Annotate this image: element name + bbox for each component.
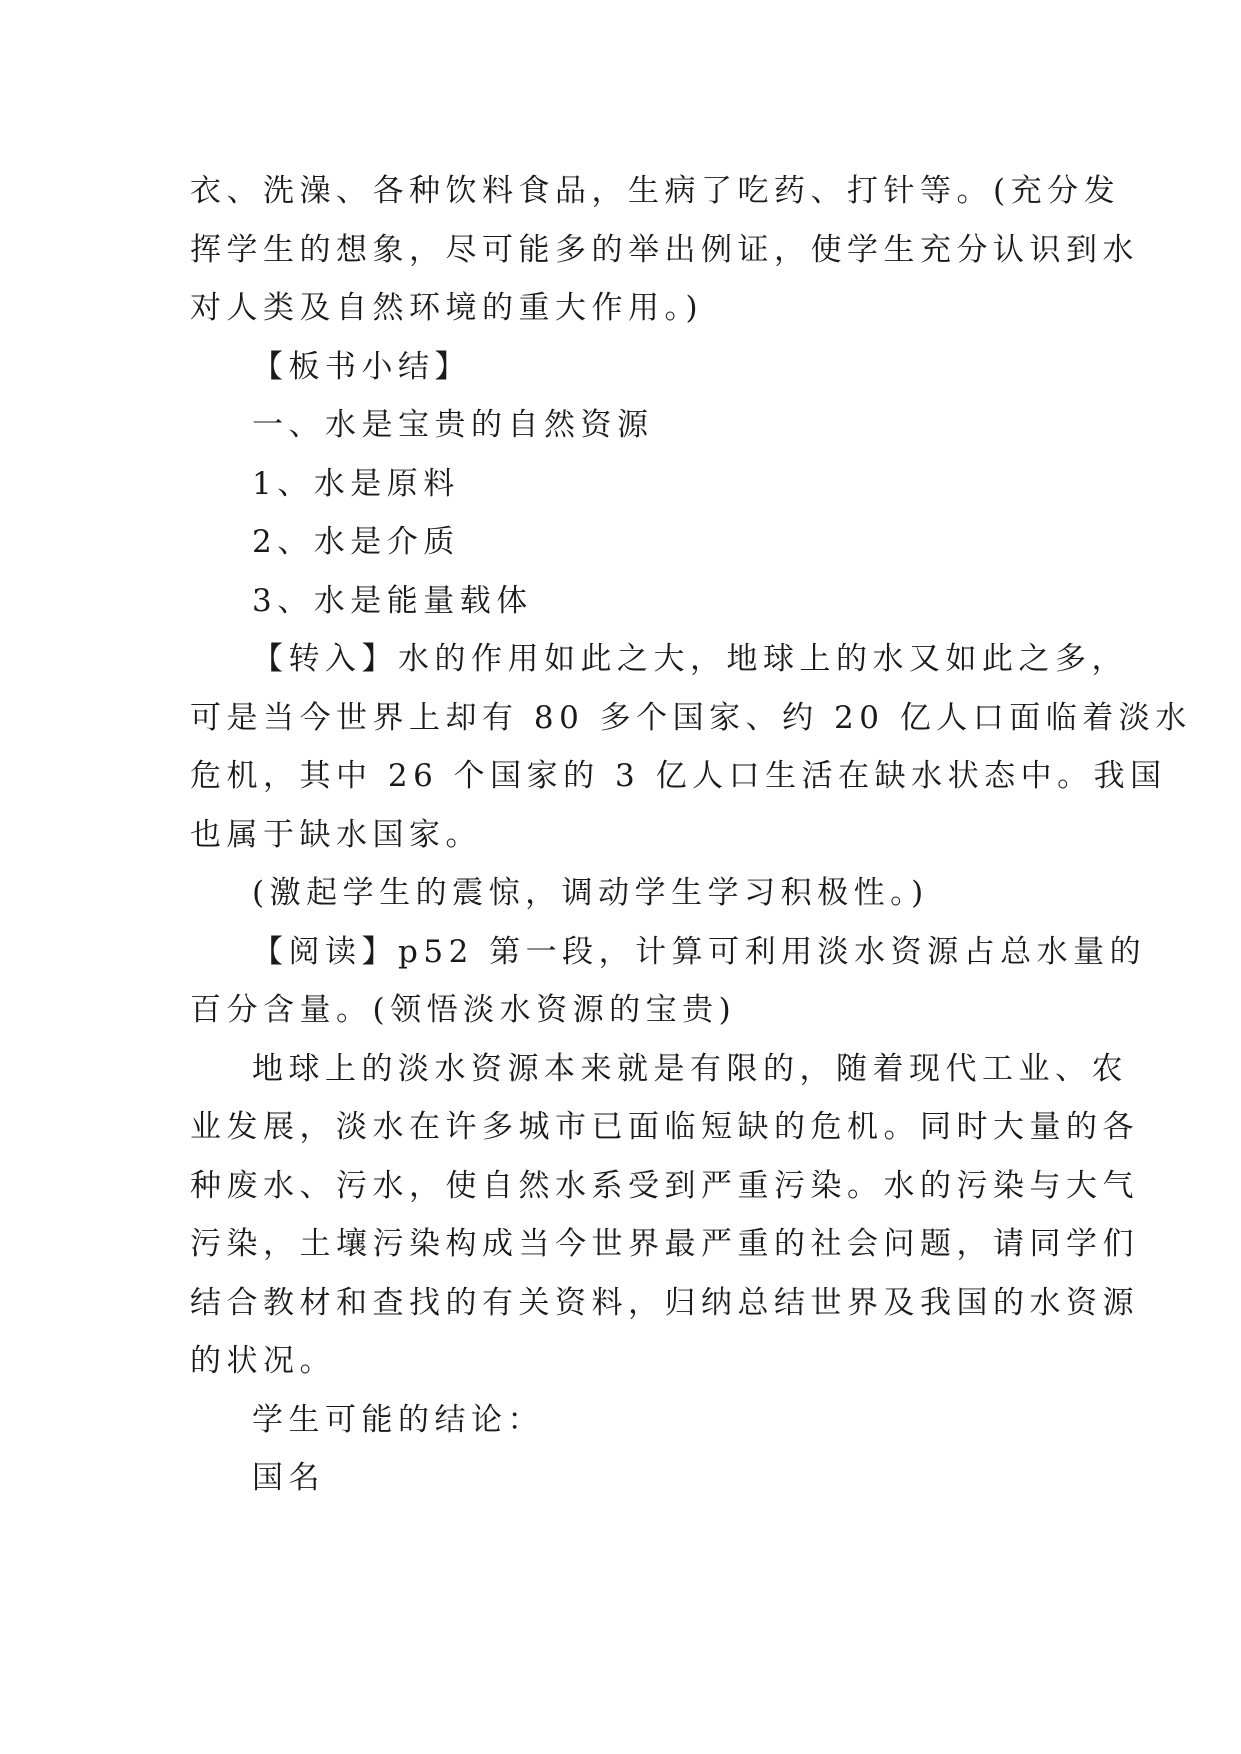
section-heading: 【板书小结】 xyxy=(252,348,471,385)
paragraph-line: 【阅读】p52 第一段，计算可利用淡水资源占总水量的 xyxy=(252,933,1147,970)
paragraph-line: 挥学生的想象，尽可能多的举出例证，使学生充分认识到水 xyxy=(190,231,1139,268)
outline-item: 1、水是原料 xyxy=(252,465,460,502)
table-header-label: 国名 xyxy=(252,1460,325,1496)
paragraph-line: 【转入】水的作用如此之大，地球上的水又如此之多， xyxy=(252,641,1128,677)
paragraph-line: 学生可能的结论： xyxy=(252,1401,544,1438)
paragraph-line: (激起学生的震惊，调动学生学习积极性。) xyxy=(252,875,929,911)
paragraph-line: 危机，其中 26 个国家的 3 亿人口生活在缺水状态中。我国 xyxy=(190,758,1167,794)
paragraph-line: 对人类及自然环境的重大作用。) xyxy=(190,290,704,326)
document-body xyxy=(190,162,1192,1508)
paragraph-line: 业发展，淡水在许多城市已面临短缺的危机。同时大量的各 xyxy=(190,1109,1139,1145)
paragraph-line: 种废水、污水，使自然水系受到严重污染。水的污染与大气 xyxy=(190,1167,1139,1204)
outline-item: 一、水是宝贵的自然资源 xyxy=(252,407,654,443)
paragraph-line: 也属于缺水国家。 xyxy=(190,816,482,853)
paragraph-line: 地球上的淡水资源本来就是有限的，随着现代工业、农 xyxy=(252,1050,1128,1087)
paragraph-line: 可是当今世界上却有 80 多个国家、约 20 亿人口面临着淡水 xyxy=(190,699,1192,736)
paragraph-line: 百分含量。(领悟淡水资源的宝贵) xyxy=(190,992,737,1028)
paragraph-line: 结合教材和查找的有关资料，归纳总结世界及我国的水资源 xyxy=(190,1284,1139,1321)
paragraph-line: 的状况。 xyxy=(190,1343,336,1379)
outline-item: 3、水是能量载体 xyxy=(252,582,533,619)
outline-item: 2、水是介质 xyxy=(252,524,460,560)
paragraph-line: 污染，土壤污染构成当今世界最严重的社会问题，请同学们 xyxy=(190,1226,1139,1262)
paragraph-line: 衣、洗澡、各种饮料食品，生病了吃药、打针等。(充分发 xyxy=(190,173,1121,209)
